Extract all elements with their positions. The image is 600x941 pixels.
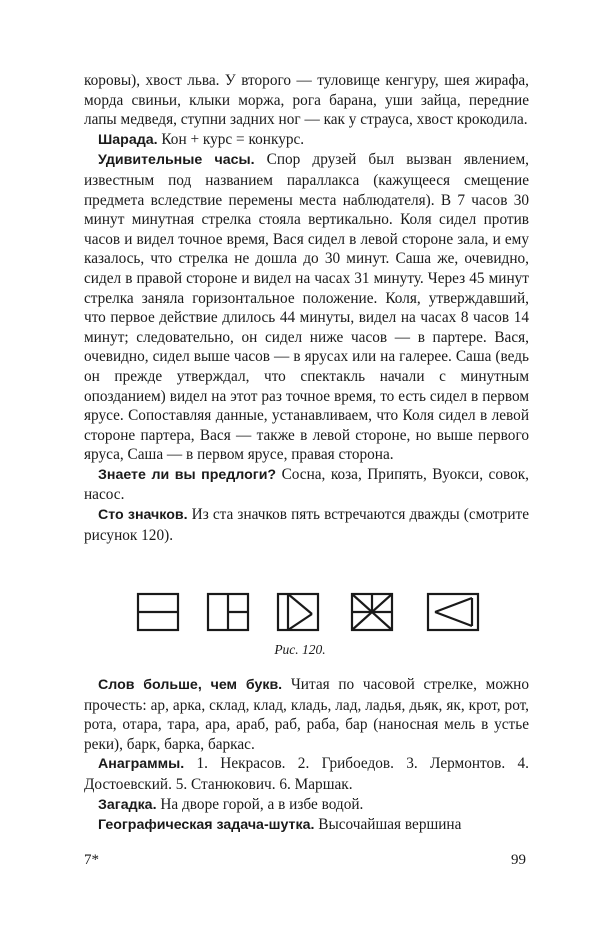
answers-block-top (84, 71, 529, 545)
prepositions-text: Сосна, коза, Припять, Вуокси, совок, насос. (84, 465, 529, 504)
sign-horizontal-line (138, 594, 178, 630)
clock-text: Спор друзей был вызван явлением, известным под названием параллакса (кажущееся смещение предмета вследствие перемены места наблюдателя). В 7 часов 30 минут минутная стрелка стояла вертикально. Коля сидел против часов и видел точное время, Вася сидел в левой стороне зала, и ему казалось, что стрелка не дошла до 30 минут. Саша же, очевидно, сидел в правой стороне и видел на часах 31 минуту. Через 45 минут стрелка заняла горизонтальное положение. Коля, утверждавший, что первое действие длилось 44 минуты, видел на часах 8 часов 14 минут; следовательно, он сидел ниже часов — в партере. Вася, очевидно, сидел выше часов — в ярусах или на галерее. Саша (ведь он прежде утверждал, что спектакль начали с минутным опозданием) видел на этот раз точное время, то есть сидел в первом ярусе. Сопоставляя данные, устанавливаем, что Коля сидел в левой стороне партера, Вася — также в левой стороне, но выше первого яруса, Саша — в первом ярусе, правая сторона. (84, 151, 529, 464)
signature-mark: 7* (84, 852, 99, 868)
answers-block-bottom (84, 675, 529, 836)
anagrams-heading: Анаграммы. (98, 756, 185, 773)
page-number: 99 (511, 852, 526, 868)
clock-paragraph (84, 150, 529, 465)
sharada-heading: Шарада. (98, 131, 158, 148)
riddle-text: На дворе горой, а в избе водой. (156, 795, 364, 813)
hundred-signs-heading: Сто значков. (98, 507, 188, 524)
sign-cross (352, 594, 392, 630)
geography-paragraph (84, 815, 529, 836)
figure-caption: Рис. 120. (274, 642, 326, 657)
prepositions-heading: Знаете ли вы предлоги? (98, 466, 277, 483)
sharada-text: Кон + курс = конкурс. (157, 130, 305, 148)
continuation-paragraph: коровы), хвост льва. У второго — туловище кенгуру, шея жирафа, морда свиньи, клыки моржа, рога барана, уши зайца, передние лапы медведя, ступни задних ног — как у страуса, хвост крокодила. (84, 72, 529, 129)
anagrams-text: 1. Некрасов. 2. Грибоедов. 3. Лермонтов. 4. Достоевский. 5. Станюкович. 6. Маршак. (84, 755, 529, 793)
sharada-paragraph (84, 130, 529, 151)
geography-text: Высочайшая вершина (314, 816, 462, 834)
words-text: Читая по часовой стрелке, можно прочесть: ар, арка, склад, клад, кладь, лад, ладья, дьяк, як, крот, рот, рота, отара, тара, ара, араб, раб, раба, бар (наносная мель в устье реки), барк, барка, баркас. (84, 676, 529, 753)
riddle-paragraph (84, 795, 529, 816)
figure-120 (130, 588, 490, 636)
words-heading: Слов больше, чем букв. (98, 677, 283, 693)
signs-illustration (130, 588, 490, 636)
sign-vertical-split (208, 594, 248, 630)
hundred-signs-paragraph (84, 505, 529, 545)
words-paragraph (84, 675, 529, 754)
clock-heading: Удивительные часы. (98, 152, 255, 169)
geography-heading: Географическая задача-шутка. (98, 817, 315, 834)
sign-diagonal (278, 594, 318, 630)
prepositions-paragraph (84, 465, 529, 505)
sign-triangle (428, 594, 478, 630)
hundred-signs-text: Из ста значков пять встречаются дважды (смотрите рисунок 120). (84, 506, 529, 544)
riddle-heading: Загадка. (98, 796, 157, 813)
anagrams-paragraph (84, 754, 529, 794)
